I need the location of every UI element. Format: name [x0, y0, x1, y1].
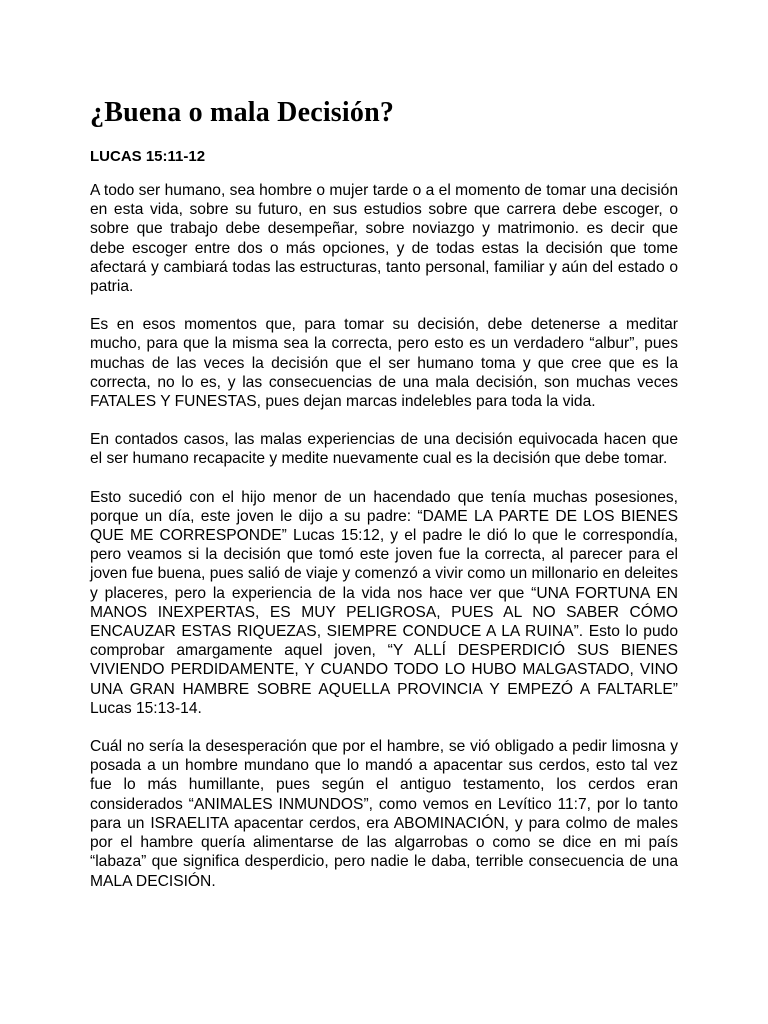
paragraph-3: En contados casos, las malas experiencias de una decisión equivocada hacen que el ser humano recapacite y medite nuevamente cual es la decisión que debe tomar. [90, 431, 678, 468]
paragraph-2: Es en esos momentos que, para tomar su decisión, debe detenerse a meditar mucho, para que la misma sea la correcta, pero esto es un verdadero “albur”, pues muchas de las veces la decisión que el ser humano toma y que cree que es la correcta, no lo es, y las consecuencias de una mala decisión, son muchas veces FATALES Y FUNESTAS, pues dejan marcas indelebles para toda la vida. [90, 316, 678, 411]
paragraph-5: Cuál no sería la desesperación que por el hambre, se vió obligado a pedir limosna y posada a un hombre mundano que lo mandó a apacentar sus cerdos, esto tal vez fue lo más humillante, pues según el antiguo testamento, los cerdos eran considerados “ANIMALES INMUNDOS”, como vemos en Levítico 11:7, por lo tanto para un ISRAELITA apacentar cerdos, era ABOMINACIÓN, y para colmo de males por el hambre quería alimentarse de las algarrobas o como se dice en mi país “labaza” que significa desperdicio, pero nadie le daba, terrible consecuencia de una MALA DECISIÓN. [90, 738, 678, 890]
scripture-reference: LUCAS 15:11-12 [90, 148, 206, 165]
paragraph-1: A todo ser humano, sea hombre o mujer tarde o a el momento de tomar una decisión en esta vida, sobre su futuro, en sus estudios sobre que carrera debe escoger, o sobre que trabajo debe desempeñar, sobre noviazgo y matrimonio. es decir que debe escoger entre dos o más opciones, y de todas estas la decisión que tome afectará y cambiará todas las estructuras, tanto personal, familiar y aún del estado o patria. [90, 182, 678, 296]
document-page [90, 96, 678, 910]
paragraph-4: Esto sucedió con el hijo menor de un hacendado que tenía muchas posesiones, porque un día, este joven le dijo a su padre: “DAME LA PARTE DE LOS BIENES QUE ME CORRESPONDE” Lucas 15:12, y el padre le dió lo que le correspondía, pero veamos si la decisión que tomó este joven fue la correcta, al parecer para el joven fue buena, pues salió de viaje y comenzó a vivir como un millonario en deleites y placeres, pero la experiencia de la vida nos hace ver que “UNA FORTUNA EN MANOS INEXPERTAS, ES MUY PELIGROSA, PUES AL NO SABER CÓMO ENCAUZAR ESTAS RIQUEZAS, SIEMPRE CONDUCE A LA RUINA”. Esto lo pudo comprobar amargamente aquel joven, “Y ALLÍ DESPERDICIÓ SUS BIENES VIVIENDO PERDIDAMENTE, Y CUANDO TODO LO HUBO MALGASTADO, VINO UNA GRAN HAMBRE SOBRE AQUELLA PROVINCIA Y EMPEZÓ A FALTARLE” Lucas 15:13-14. [90, 488, 678, 717]
document-title: ¿Buena o mala Decisión? [90, 97, 395, 128]
